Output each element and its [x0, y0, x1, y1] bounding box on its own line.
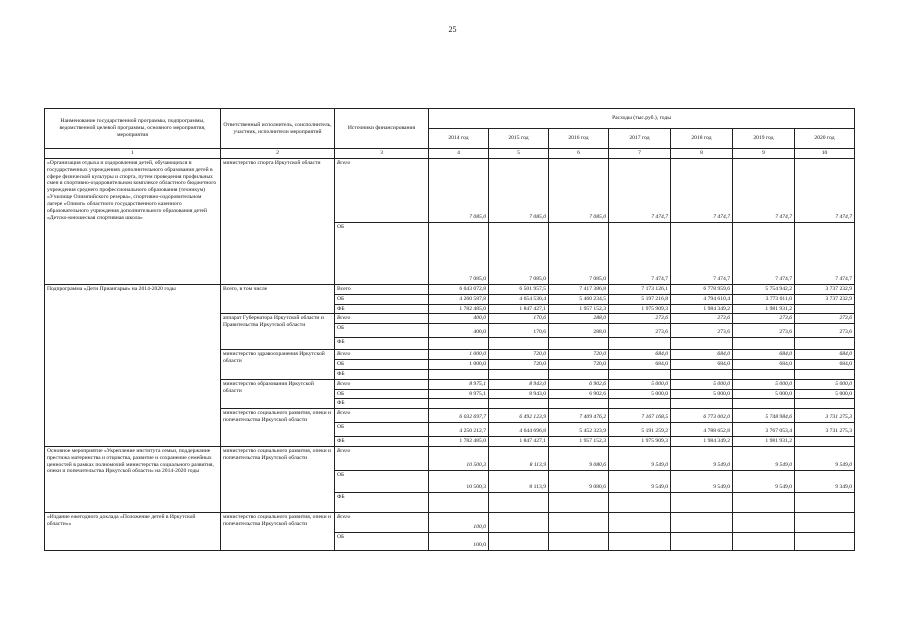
- amount-cell: 684,0: [733, 350, 795, 360]
- amount-cell: [429, 399, 489, 409]
- amount-cell: 5 000,0: [795, 379, 855, 389]
- amount-cell: 5 000,0: [671, 379, 733, 389]
- amount-cell: [609, 512, 671, 532]
- header-year: 2015 год: [489, 129, 549, 149]
- amount-cell: [795, 304, 855, 314]
- amount-cell: 273,6: [795, 314, 855, 324]
- amount-cell: 1 975 909,3: [609, 304, 671, 314]
- column-number: 10: [795, 149, 855, 159]
- amount-cell: [609, 338, 671, 350]
- amount-cell: 8 975,1: [429, 389, 489, 399]
- source-cell: Всего: [335, 285, 429, 295]
- column-number: 1: [45, 149, 221, 159]
- amount-cell: [671, 338, 733, 350]
- amount-cell: 7 474,7: [795, 159, 855, 223]
- amount-cell: 684,0: [609, 360, 671, 370]
- source-cell: ОБ: [335, 470, 429, 492]
- amount-cell: 1 975 909,3: [609, 437, 671, 447]
- header-expenses: Расходы (тыс.руб.), годы: [429, 109, 855, 129]
- amount-cell: 5 000,0: [795, 389, 855, 399]
- amount-cell: 7 085,0: [549, 223, 609, 285]
- amount-cell: [609, 532, 671, 550]
- amount-cell: 10 500,3: [429, 470, 489, 492]
- column-number: 2: [221, 149, 335, 159]
- header-year: 2014 год: [429, 129, 489, 149]
- amount-cell: 5 452 323,9: [549, 423, 609, 437]
- column-number: 7: [609, 149, 671, 159]
- amount-cell: [609, 399, 671, 409]
- amount-cell: 7 085,0: [489, 159, 549, 223]
- amount-cell: [609, 492, 671, 512]
- amount-cell: 720,0: [489, 350, 549, 360]
- amount-cell: 1 847 427,1: [489, 437, 549, 447]
- executor-cell: министерство спорта Иркутской области: [221, 159, 335, 285]
- amount-cell: 7 085,0: [489, 223, 549, 285]
- source-cell: ФБ: [335, 437, 429, 447]
- amount-cell: 9 549,0: [795, 446, 855, 470]
- amount-cell: [549, 338, 609, 350]
- amount-cell: 1 782 485,0: [429, 437, 489, 447]
- amount-cell: 7 417 386,8: [549, 285, 609, 295]
- amount-cell: 1 782 485,0: [429, 304, 489, 314]
- amount-cell: 7 409 476,2: [549, 409, 609, 423]
- amount-cell: 684,0: [733, 360, 795, 370]
- executor-cell: аппарат Губернатора Иркутской области и Правительства Иркутской области: [221, 314, 335, 350]
- amount-cell: [609, 369, 671, 379]
- header-program-name: Наименование государственной программы, подпрограммы, ведомственной целевой программы, основного мероприятия, мероприятия: [45, 109, 221, 149]
- amount-cell: 6 902,6: [549, 379, 609, 389]
- amount-cell: [733, 532, 795, 550]
- executor-cell: министерство здравоохранения Иркутской области: [221, 350, 335, 379]
- amount-cell: 9 549,0: [609, 446, 671, 470]
- amount-cell: 5 000,0: [733, 389, 795, 399]
- amount-cell: 1 981 931,2: [733, 304, 795, 314]
- amount-cell: [795, 512, 855, 532]
- amount-cell: 7 474,7: [609, 223, 671, 285]
- executor-cell: министерство социального развития, опеки и попечительства Иркутской области: [221, 446, 335, 512]
- amount-cell: 7 474,7: [795, 223, 855, 285]
- amount-cell: [795, 437, 855, 447]
- amount-cell: 5 000,0: [609, 379, 671, 389]
- amount-cell: 100,0: [429, 532, 489, 550]
- amount-cell: 720,0: [549, 350, 609, 360]
- amount-cell: 7 085,0: [549, 159, 609, 223]
- amount-cell: 1 847 427,1: [489, 304, 549, 314]
- header-year: 2019 год: [733, 129, 795, 149]
- source-cell: Всего: [335, 159, 429, 223]
- amount-cell: 10 500,3: [429, 446, 489, 470]
- table-row: [45, 159, 855, 223]
- header-year: 2020 год: [795, 129, 855, 149]
- amount-cell: [549, 492, 609, 512]
- amount-cell: 4 260 587,8: [429, 294, 489, 304]
- amount-cell: [549, 399, 609, 409]
- executor-cell: Всего, в том числе: [221, 285, 335, 314]
- amount-cell: 684,0: [671, 350, 733, 360]
- amount-cell: 8 113,9: [489, 446, 549, 470]
- activity-name: «Организация отдыха и оздоровления детей, обучающихся в государственных учреждениях дополнительного образования детей в сфере физической культуры и спорта, путем проведения профильных смен в спортивно-оздоровительном комплексе областного бюджетного учреждения среднего профессионального образования (техникум) «Училище Олимпийского резерва», спортивно-оздоровительном лагере «Олимп» областного государственного казенного образовательного учреждения дополнительного образования детей «Детско-юношеская спортивная школа»: [45, 159, 221, 285]
- amount-cell: 5 197 216,8: [609, 294, 671, 304]
- source-cell: ОБ: [335, 324, 429, 338]
- table-row: [45, 512, 855, 532]
- amount-cell: 7 474,7: [733, 159, 795, 223]
- amount-cell: 7 167 168,5: [609, 409, 671, 423]
- amount-cell: [429, 338, 489, 350]
- amount-cell: [671, 532, 733, 550]
- amount-cell: [429, 369, 489, 379]
- source-cell: Всего: [335, 314, 429, 324]
- table-row: [45, 285, 855, 295]
- amount-cell: 288,0: [549, 324, 609, 338]
- amount-cell: [429, 492, 489, 512]
- amount-cell: 7 173 126,1: [609, 285, 671, 295]
- amount-cell: 684,0: [795, 360, 855, 370]
- amount-cell: 5 000,0: [733, 379, 795, 389]
- amount-cell: 7 474,7: [733, 223, 795, 285]
- amount-cell: [795, 369, 855, 379]
- source-cell: ФБ: [335, 369, 429, 379]
- amount-cell: 6 902,6: [549, 389, 609, 399]
- amount-cell: 6 773 002,0: [671, 409, 733, 423]
- amount-cell: 9 080,6: [549, 470, 609, 492]
- amount-cell: 720,0: [549, 360, 609, 370]
- source-cell: ОБ: [335, 532, 429, 550]
- amount-cell: 8 943,0: [489, 389, 549, 399]
- amount-cell: 6 778 959,6: [671, 285, 733, 295]
- source-cell: ФБ: [335, 399, 429, 409]
- amount-cell: [671, 512, 733, 532]
- amount-cell: [671, 492, 733, 512]
- amount-cell: 6 043 072,8: [429, 285, 489, 295]
- amount-cell: 4 644 696,8: [489, 423, 549, 437]
- amount-cell: 7 085,0: [429, 223, 489, 285]
- amount-cell: 9 549,0: [733, 470, 795, 492]
- amount-cell: 5 748 984,6: [733, 409, 795, 423]
- amount-cell: 1 981 931,2: [733, 437, 795, 447]
- amount-cell: 5 000,0: [671, 389, 733, 399]
- header-executor: Ответственный исполнитель, соисполнитель, участник, исполнители мероприятий: [221, 109, 335, 149]
- amount-cell: 7 085,0: [429, 159, 489, 223]
- amount-cell: 273,6: [733, 324, 795, 338]
- source-cell: ФБ: [335, 338, 429, 350]
- amount-cell: [549, 369, 609, 379]
- amount-cell: [489, 512, 549, 532]
- amount-cell: 9 080,6: [549, 446, 609, 470]
- amount-cell: 6 492 123,9: [489, 409, 549, 423]
- amount-cell: 8 943,0: [489, 379, 549, 389]
- amount-cell: 9 549,0: [671, 446, 733, 470]
- amount-cell: 4 788 652,8: [671, 423, 733, 437]
- column-number: 4: [429, 149, 489, 159]
- amount-cell: 1 984 349,2: [671, 304, 733, 314]
- amount-cell: 9 549,0: [609, 470, 671, 492]
- amount-cell: 100,0: [429, 512, 489, 532]
- amount-cell: 1 957 152,3: [549, 304, 609, 314]
- source-cell: Всего: [335, 512, 429, 532]
- amount-cell: 684,0: [671, 360, 733, 370]
- amount-cell: 1 000,0: [429, 360, 489, 370]
- amount-cell: 273,6: [733, 314, 795, 324]
- amount-cell: [733, 369, 795, 379]
- amount-cell: 288,0: [549, 314, 609, 324]
- table-row: [45, 446, 855, 470]
- amount-cell: 5 460 234,5: [549, 294, 609, 304]
- amount-cell: 684,0: [795, 350, 855, 360]
- amount-cell: [795, 532, 855, 550]
- amount-cell: 4 250 212,7: [429, 423, 489, 437]
- amount-cell: [489, 338, 549, 350]
- header-year: 2018 год: [671, 129, 733, 149]
- source-cell: ОБ: [335, 423, 429, 437]
- source-cell: ФБ: [335, 304, 429, 314]
- amount-cell: 3 767 053,4: [733, 423, 795, 437]
- amount-cell: [795, 492, 855, 512]
- column-number: 6: [549, 149, 609, 159]
- amount-cell: 6 032 697,7: [429, 409, 489, 423]
- amount-cell: [549, 532, 609, 550]
- amount-cell: 9 349,0: [795, 470, 855, 492]
- column-number-row: [45, 149, 855, 159]
- column-number: 8: [671, 149, 733, 159]
- amount-cell: [733, 512, 795, 532]
- amount-cell: 1 000,0: [429, 350, 489, 360]
- table-header: [45, 109, 855, 159]
- source-cell: Всего: [335, 379, 429, 389]
- header-year: 2017 год: [609, 129, 671, 149]
- amount-cell: 7 474,7: [609, 159, 671, 223]
- executor-cell: министерство социального развития, опеки и попечительства Иркутской области: [221, 512, 335, 550]
- source-cell: ФБ: [335, 492, 429, 512]
- amount-cell: 8 975,1: [429, 379, 489, 389]
- source-cell: ОБ: [335, 389, 429, 399]
- amount-cell: 684,0: [609, 350, 671, 360]
- amount-cell: 3 731 275,3: [795, 423, 855, 437]
- amount-cell: 400,0: [429, 314, 489, 324]
- amount-cell: 3 737 232,9: [795, 285, 855, 295]
- amount-cell: 8 113,9: [489, 470, 549, 492]
- amount-cell: 170,6: [489, 324, 549, 338]
- amount-cell: 273,6: [609, 314, 671, 324]
- amount-cell: 5 754 942,2: [733, 285, 795, 295]
- amount-cell: 7 474,7: [671, 159, 733, 223]
- amount-cell: 273,6: [671, 324, 733, 338]
- amount-cell: 273,6: [795, 324, 855, 338]
- amount-cell: 4 794 610,4: [671, 294, 733, 304]
- header-funding-source: Источники финансирования: [335, 109, 429, 149]
- amount-cell: [489, 492, 549, 512]
- amount-cell: 5 000,0: [609, 389, 671, 399]
- amount-cell: 6 501 957,5: [489, 285, 549, 295]
- amount-cell: 170,6: [489, 314, 549, 324]
- source-cell: Всего: [335, 350, 429, 360]
- source-cell: ОБ: [335, 294, 429, 304]
- amount-cell: 400,0: [429, 324, 489, 338]
- header-year: 2016 год: [549, 129, 609, 149]
- budget-table: [44, 108, 855, 551]
- amount-cell: 273,6: [609, 324, 671, 338]
- amount-cell: 273,6: [671, 314, 733, 324]
- amount-cell: [795, 338, 855, 350]
- amount-cell: [733, 399, 795, 409]
- amount-cell: 5 191 259,2: [609, 423, 671, 437]
- amount-cell: [549, 512, 609, 532]
- amount-cell: [489, 369, 549, 379]
- executor-cell: министерство образования Иркутской области: [221, 379, 335, 408]
- source-cell: ОБ: [335, 360, 429, 370]
- amount-cell: 1 957 152,3: [549, 437, 609, 447]
- amount-cell: [795, 399, 855, 409]
- column-number: 3: [335, 149, 429, 159]
- amount-cell: [489, 399, 549, 409]
- amount-cell: 1 984 349,2: [671, 437, 733, 447]
- source-cell: Всего: [335, 409, 429, 423]
- amount-cell: 9 549,0: [671, 470, 733, 492]
- column-number: 5: [489, 149, 549, 159]
- amount-cell: [671, 399, 733, 409]
- subprogram-name: Подпрограмма «Дети Приангарья» на 2014-2020 годы: [45, 285, 221, 447]
- source-cell: Всего: [335, 446, 429, 470]
- amount-cell: 9 549,0: [733, 446, 795, 470]
- executor-cell: министерство социального развития, опеки и попечительства Иркутской области: [221, 409, 335, 447]
- amount-cell: [733, 492, 795, 512]
- amount-cell: 7 474,7: [671, 223, 733, 285]
- column-number: 9: [733, 149, 795, 159]
- amount-cell: 3 731 275,3: [795, 409, 855, 423]
- amount-cell: 720,0: [489, 360, 549, 370]
- amount-cell: [489, 532, 549, 550]
- amount-cell: 3 773 011,0: [733, 294, 795, 304]
- amount-cell: [671, 369, 733, 379]
- page-number: 25: [448, 25, 457, 34]
- amount-cell: [733, 338, 795, 350]
- amount-cell: 3 737 232,9: [795, 294, 855, 304]
- activity-name: Основное мероприятие «Укрепление института семьи, поддержание престижа материнства и отцовства, развитие и сохранение семейных ценностей в рамках полномочий министерства социального развития, опеки и попечительства Иркутской области» на 2014-2020 годы: [45, 446, 221, 512]
- source-cell: ОБ: [335, 223, 429, 285]
- amount-cell: 4 654 530,4: [489, 294, 549, 304]
- activity-name: «Издание ежегодного доклада «Положение детей в Иркутской области»»: [45, 512, 221, 550]
